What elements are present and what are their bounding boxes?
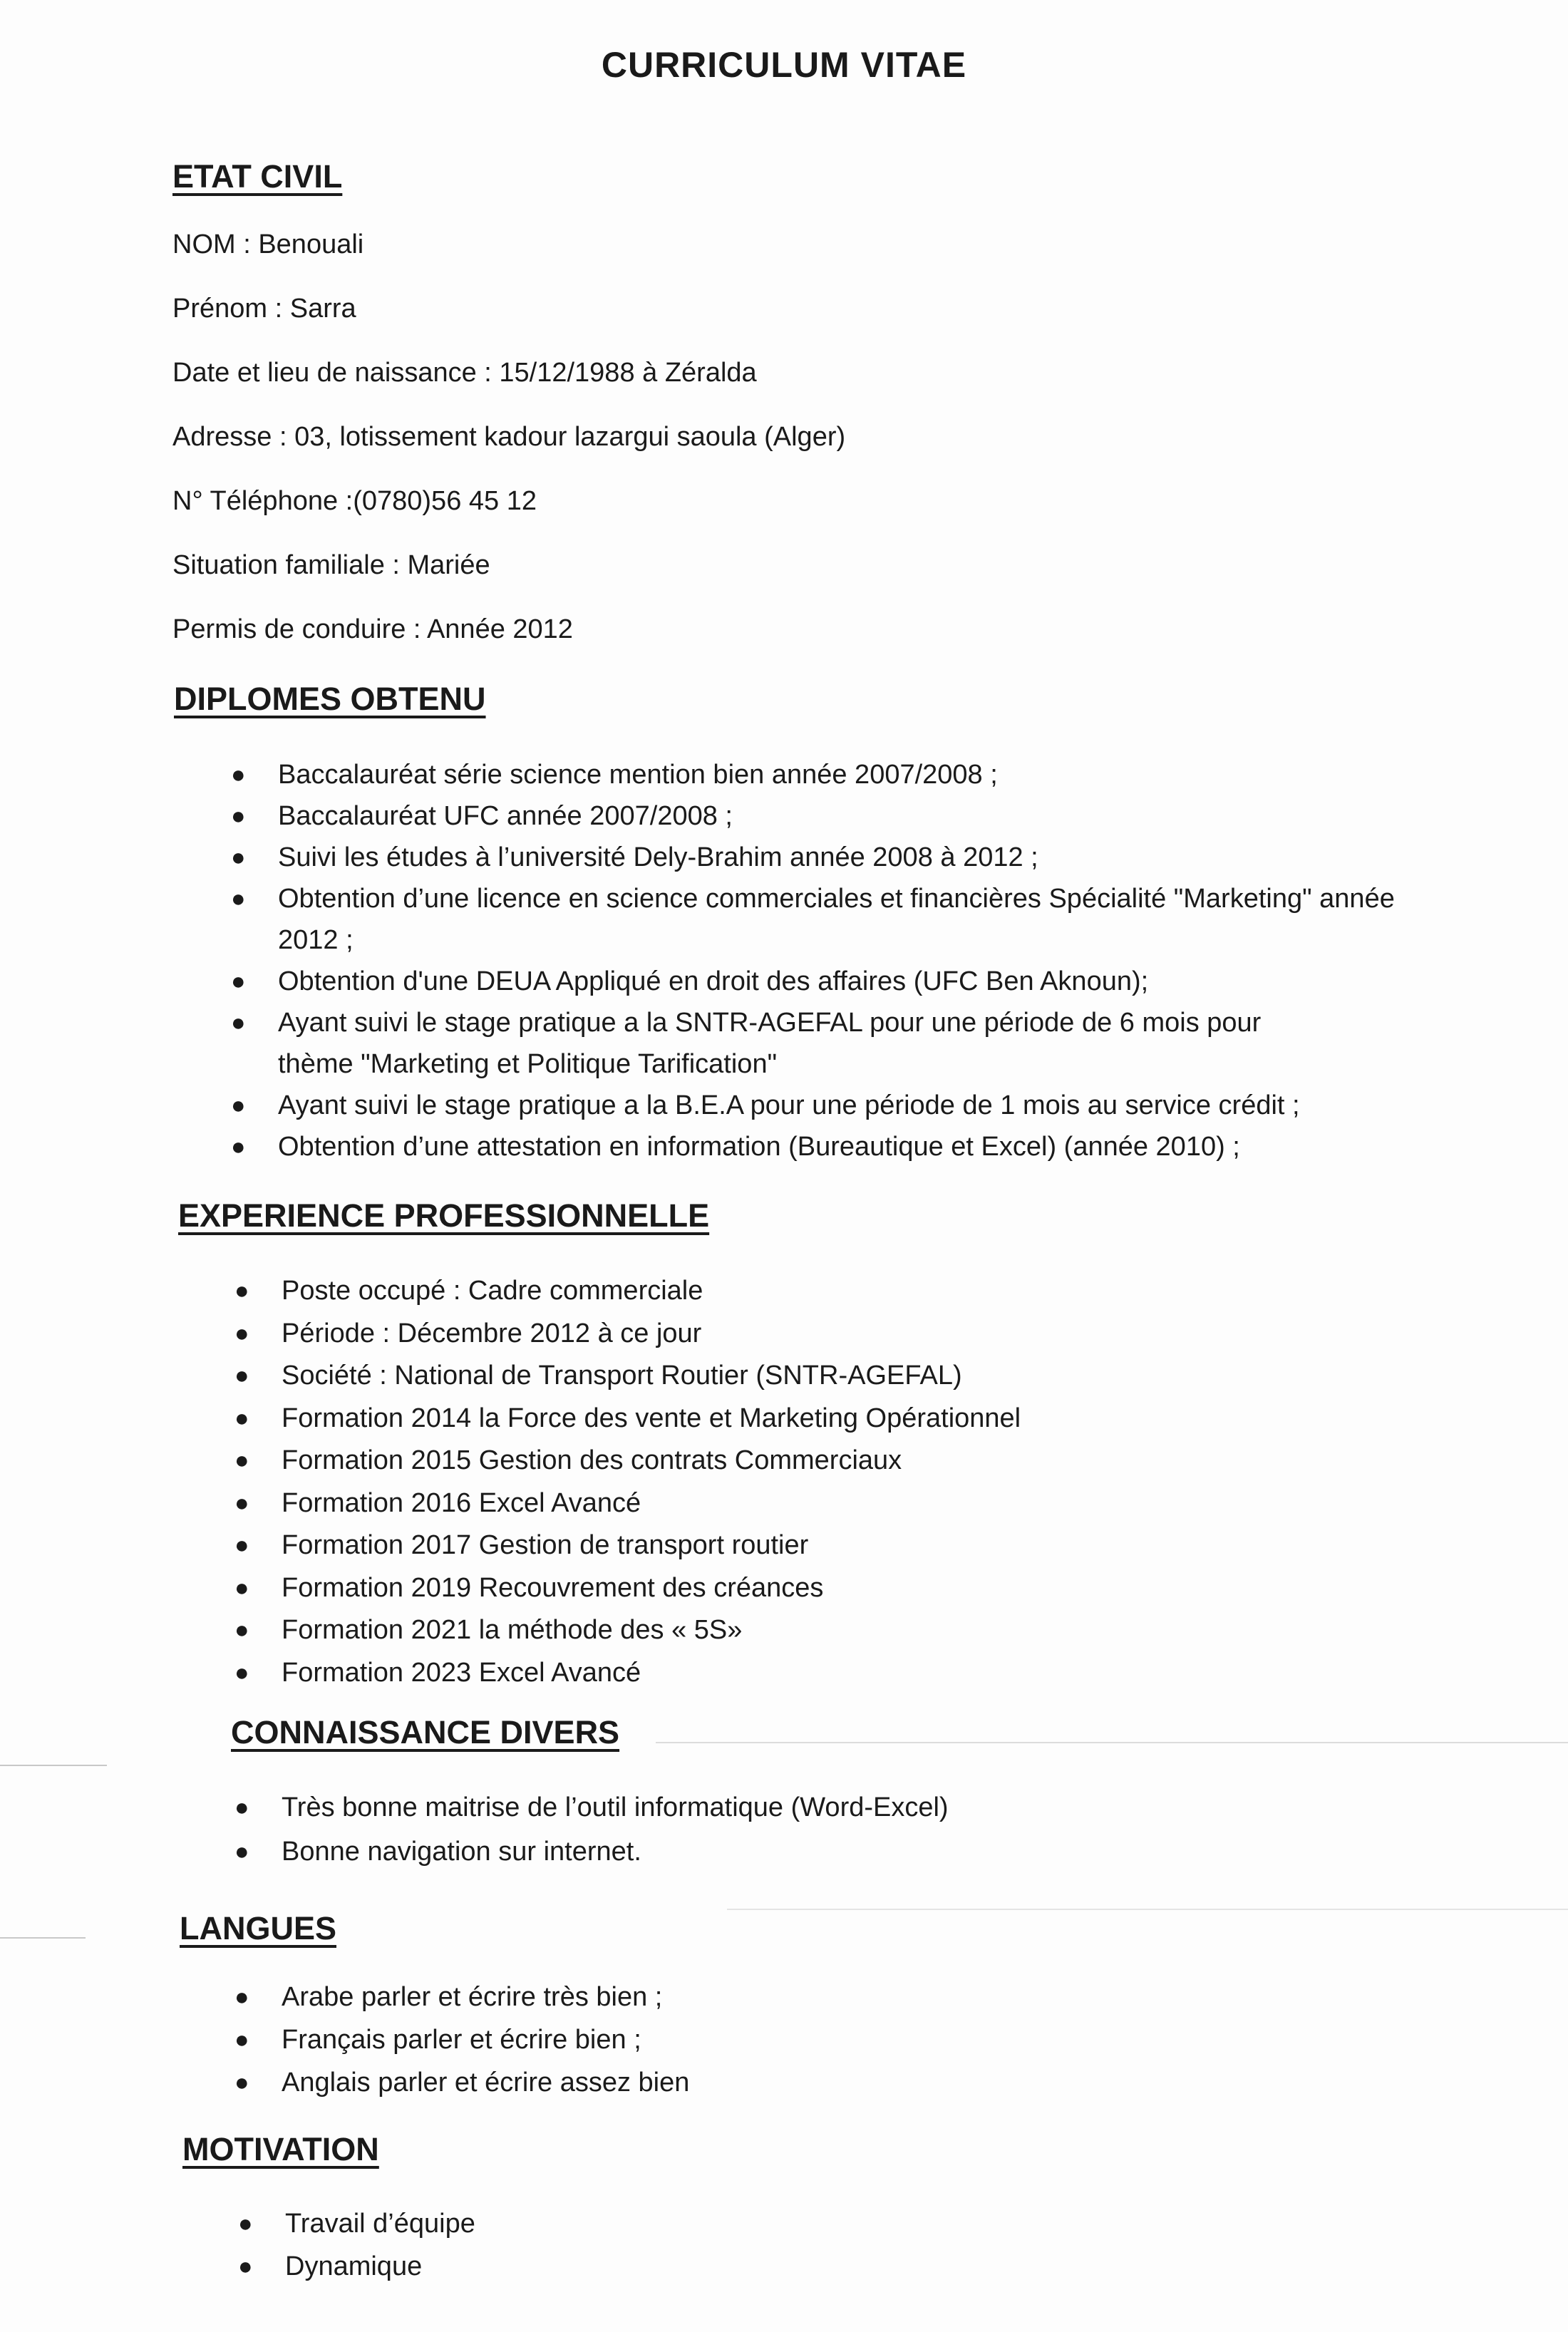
connaissance-list: [234, 1785, 949, 1874]
list-item: ● Obtention d'une DEUA Appliqué en droit des affaires (UFC Ben Aknoun);: [278, 961, 1395, 1002]
list-item: ● Formation 2016 Excel Avancé: [282, 1482, 1021, 1525]
bullet-icon: ●: [234, 1983, 249, 2011]
field-telephone: N° Téléphone :(0780)56 45 12: [172, 486, 537, 516]
list-item: ● Dynamique: [285, 2245, 475, 2288]
bullet-icon: ●: [234, 2026, 249, 2053]
bullet-icon: ●: [231, 1133, 246, 1160]
list-item: ● Travail d’équipe: [285, 2202, 475, 2245]
bullet-icon: ●: [234, 1362, 249, 1389]
bullet-icon: ●: [234, 1532, 249, 1559]
list-item: ● Très bonne maitrise de l’outil informatique (Word-Excel): [282, 1785, 949, 1830]
list-item: ● Société : National de Transport Routier (SNTR-AGEFAL): [282, 1355, 1021, 1398]
list-item: ● Baccalauréat série science mention bien année 2007/2008 ;: [278, 754, 1395, 795]
field-situation: Situation familiale : Mariée: [172, 550, 490, 580]
list-item: ● Anglais parler et écrire assez bien: [282, 2061, 689, 2104]
bullet-icon: ●: [231, 885, 246, 912]
bullet-icon: ●: [231, 761, 246, 788]
list-item: ● Baccalauréat UFC année 2007/2008 ;: [278, 795, 1395, 837]
bullet-icon: ●: [231, 1092, 246, 1119]
bullet-icon: ●: [234, 1447, 249, 1474]
bullet-icon: ●: [234, 1574, 249, 1601]
diplomes-list: [231, 754, 1395, 1167]
bullet-icon: ●: [238, 2253, 253, 2280]
list-item: ● Ayant suivi le stage pratique a la SNTR-AGEFAL pour une période de 6 mois pour thème "Marketing et Politique Tarification": [278, 1002, 1395, 1085]
list-item: ● Formation 2014 la Force des vente et Marketing Opérationnel: [282, 1398, 1021, 1440]
scan-artifact-line: [0, 1937, 86, 1939]
field-nom: NOM : Benouali: [172, 229, 364, 259]
motivation-list: [238, 2202, 475, 2288]
list-item: ● Obtention d’une attestation en information (Bureautique et Excel) (année 2010) ;: [278, 1126, 1395, 1167]
bullet-icon: ●: [234, 1404, 249, 1432]
list-item: ● Poste occupé : Cadre commerciale: [282, 1270, 1021, 1313]
heading-etat-civil: ETAT CIVIL: [172, 158, 343, 195]
document-title: CURRICULUM VITAE: [601, 45, 967, 85]
list-item: ● Français parler et écrire bien ;: [282, 2018, 689, 2061]
bullet-icon: ●: [238, 2210, 253, 2237]
bullet-icon: ●: [234, 2069, 249, 2096]
langues-list: [234, 1976, 690, 2104]
field-prenom: Prénom : Sarra: [172, 294, 356, 324]
bullet-icon: ●: [234, 1794, 249, 1821]
list-item: ● Formation 2017 Gestion de transport routier: [282, 1524, 1021, 1567]
list-item: ● Suivi les études à l’université Dely-Brahim année 2008 à 2012 ;: [278, 837, 1395, 878]
bullet-icon: ●: [231, 844, 246, 871]
heading-connaissance: CONNAISSANCE DIVERS: [231, 1714, 620, 1750]
list-item: ● Formation 2023 Excel Avancé: [282, 1652, 1021, 1695]
bullet-icon: ●: [234, 1616, 249, 1644]
heading-diplomes: DIPLOMES OBTENU: [174, 681, 486, 717]
heading-langues: LANGUES: [180, 1910, 337, 1946]
bullet-icon: ●: [234, 1658, 249, 1686]
list-item: ● Obtention d’une licence en science commerciales et financières Spécialité "Marketing" année 2012 ;: [278, 878, 1395, 961]
bullet-icon: ●: [231, 803, 246, 830]
heading-experience: EXPERIENCE PROFESSIONNELLE: [178, 1197, 710, 1234]
bullet-icon: ●: [234, 1838, 249, 1865]
list-item: ● Bonne navigation sur internet.: [282, 1830, 949, 1874]
list-item: ● Formation 2021 la méthode des « 5S»: [282, 1609, 1021, 1652]
bullet-icon: ●: [234, 1489, 249, 1517]
bullet-icon: ●: [231, 968, 246, 995]
list-item: ● Formation 2015 Gestion des contrats Commerciaux: [282, 1440, 1021, 1482]
experience-list: [234, 1270, 1021, 1694]
list-item: ● Arabe parler et écrire très bien ;: [282, 1976, 689, 2018]
list-item: ● Période : Décembre 2012 à ce jour: [282, 1313, 1021, 1356]
bullet-icon: ●: [234, 1277, 249, 1304]
bullet-icon: ●: [234, 1319, 249, 1347]
heading-motivation: MOTIVATION: [182, 2131, 379, 2167]
bullet-icon: ●: [231, 1009, 246, 1036]
scan-artifact-line: [727, 1909, 1568, 1910]
scan-artifact-line: [0, 1765, 107, 1766]
field-naissance: Date et lieu de naissance : 15/12/1988 à Zéralda: [172, 358, 757, 388]
field-permis: Permis de conduire : Année 2012: [172, 614, 573, 644]
field-adresse: Adresse : 03, lotissement kadour lazargui saoula (Alger): [172, 422, 846, 452]
list-item: ● Formation 2019 Recouvrement des créances: [282, 1567, 1021, 1610]
scan-artifact-line: [656, 1742, 1568, 1743]
list-item: ● Ayant suivi le stage pratique a la B.E.A pour une période de 1 mois au service crédit ;: [278, 1085, 1395, 1126]
